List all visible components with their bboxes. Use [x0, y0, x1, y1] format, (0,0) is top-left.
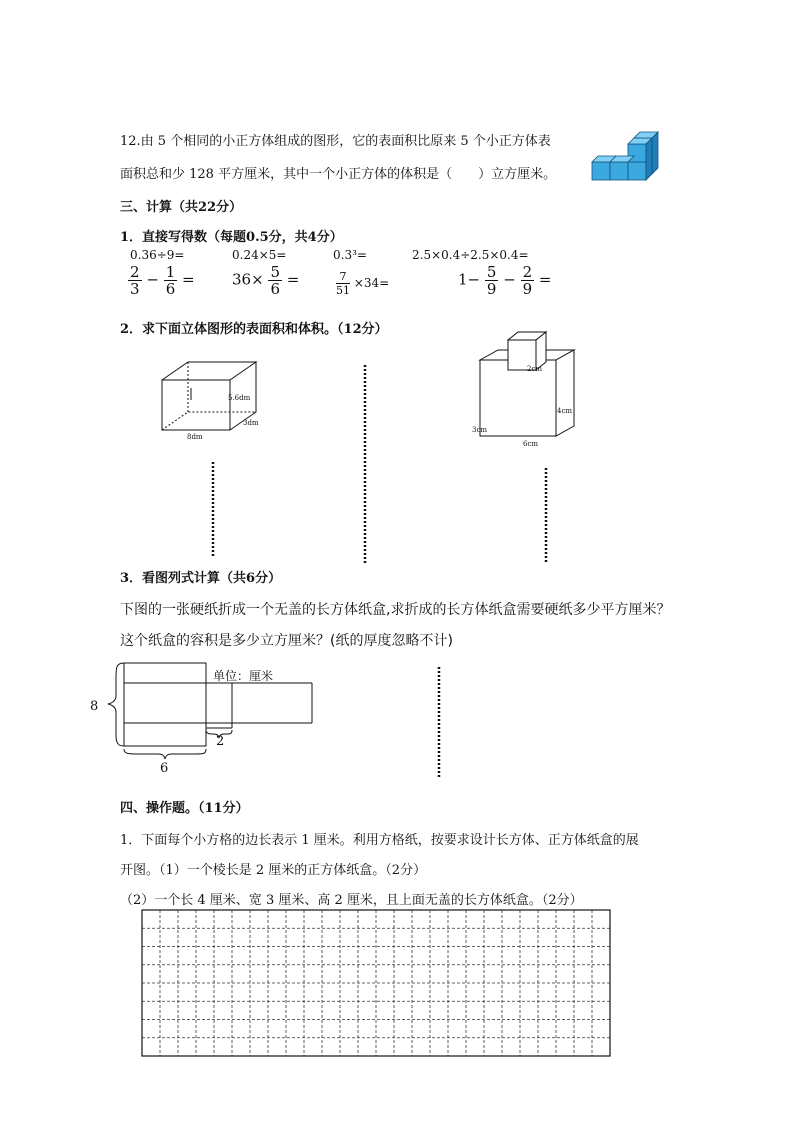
- stack-length-label: 6cm: [523, 440, 539, 448]
- stack-width-label: 3cm: [472, 426, 488, 434]
- dotted-divider: [363, 365, 367, 563]
- cuboid-width-label: 3dm: [243, 419, 259, 427]
- cuboid-length-label: 8dm: [187, 433, 203, 441]
- stack-height-label: 4cm: [557, 407, 573, 415]
- net-unit-label: 单位：厘米: [213, 669, 274, 683]
- p2-title: 2．求下面立体图形的表面积和体积。（12分）: [120, 322, 388, 337]
- dotted-divider: [437, 667, 441, 779]
- calc-2: 0.24×5=: [232, 248, 287, 262]
- calc-7: $\frac{7}{51}$ ×34=: [336, 270, 390, 297]
- p3-title: 3．看图列式计算（共6分）: [120, 571, 282, 586]
- cuboid-figure: [160, 360, 270, 445]
- stack-top-label: 2cm: [527, 365, 543, 373]
- calc-6: 36× $\frac{5}{6}$ =: [232, 263, 300, 298]
- net-left-label: 8: [90, 699, 99, 714]
- calc-3: 0.3³=: [333, 248, 367, 262]
- cuboid-height-label: 5.6dm: [228, 394, 251, 402]
- section4-line2: 开图。（1）一个棱长是 2 厘米的正方体纸盒。（2分）: [120, 863, 427, 878]
- section3-title: 三、计算（共22分）: [120, 200, 243, 215]
- calc-1: 0.36÷9=: [130, 248, 185, 262]
- p1-title: 1．直接写得数（每题0.5分，共4分）: [120, 230, 343, 245]
- net-bottom-label: 6: [160, 761, 169, 776]
- calc-8: 1− $\frac{5}{9}$ − $\frac{2}{9}$ =: [458, 263, 552, 298]
- net-small-label: 2: [216, 734, 225, 749]
- box-net-figure: [100, 660, 320, 775]
- calc-5: $\frac{2}{3}$ − $\frac{1}{6}$ =: [130, 263, 195, 298]
- dotted-divider: [543, 468, 549, 562]
- q12-line2: 面积总和少 128 平方厘米，其中一个小正方体的体积是（ ）立方厘米。: [120, 167, 557, 182]
- calc-4: 2.5×0.4÷2.5×0.4=: [412, 248, 529, 262]
- q12-line1: 12.由 5 个相同的小正方体组成的图形，它的表面积比原来 5 个小正方体表: [120, 134, 551, 149]
- stacked-box-figure: [478, 328, 578, 440]
- grid-paper[interactable]: [141, 909, 611, 1057]
- p3-line2: 这个纸盒的容积是多少立方厘米？(纸的厚度忽略不计): [120, 633, 453, 649]
- section4-line1: 1．下面每个小方格的边长表示 1 厘米。利用方格纸，按要求设计长方体、正方体纸盒的展: [120, 833, 639, 848]
- p3-line1: 下图的一张硬纸折成一个无盖的长方体纸盒,求折成的长方体纸盒需要硬纸多少平方厘米？: [120, 602, 671, 618]
- section4-line3: （2）一个长 4 厘米、宽 3 厘米、高 2 厘米，且上面无盖的长方体纸盒。（2分）: [120, 893, 583, 908]
- dotted-divider: [211, 462, 215, 556]
- cube-stack-icon: [590, 130, 660, 185]
- section4-title: 四、操作题。（11分）: [120, 801, 249, 816]
